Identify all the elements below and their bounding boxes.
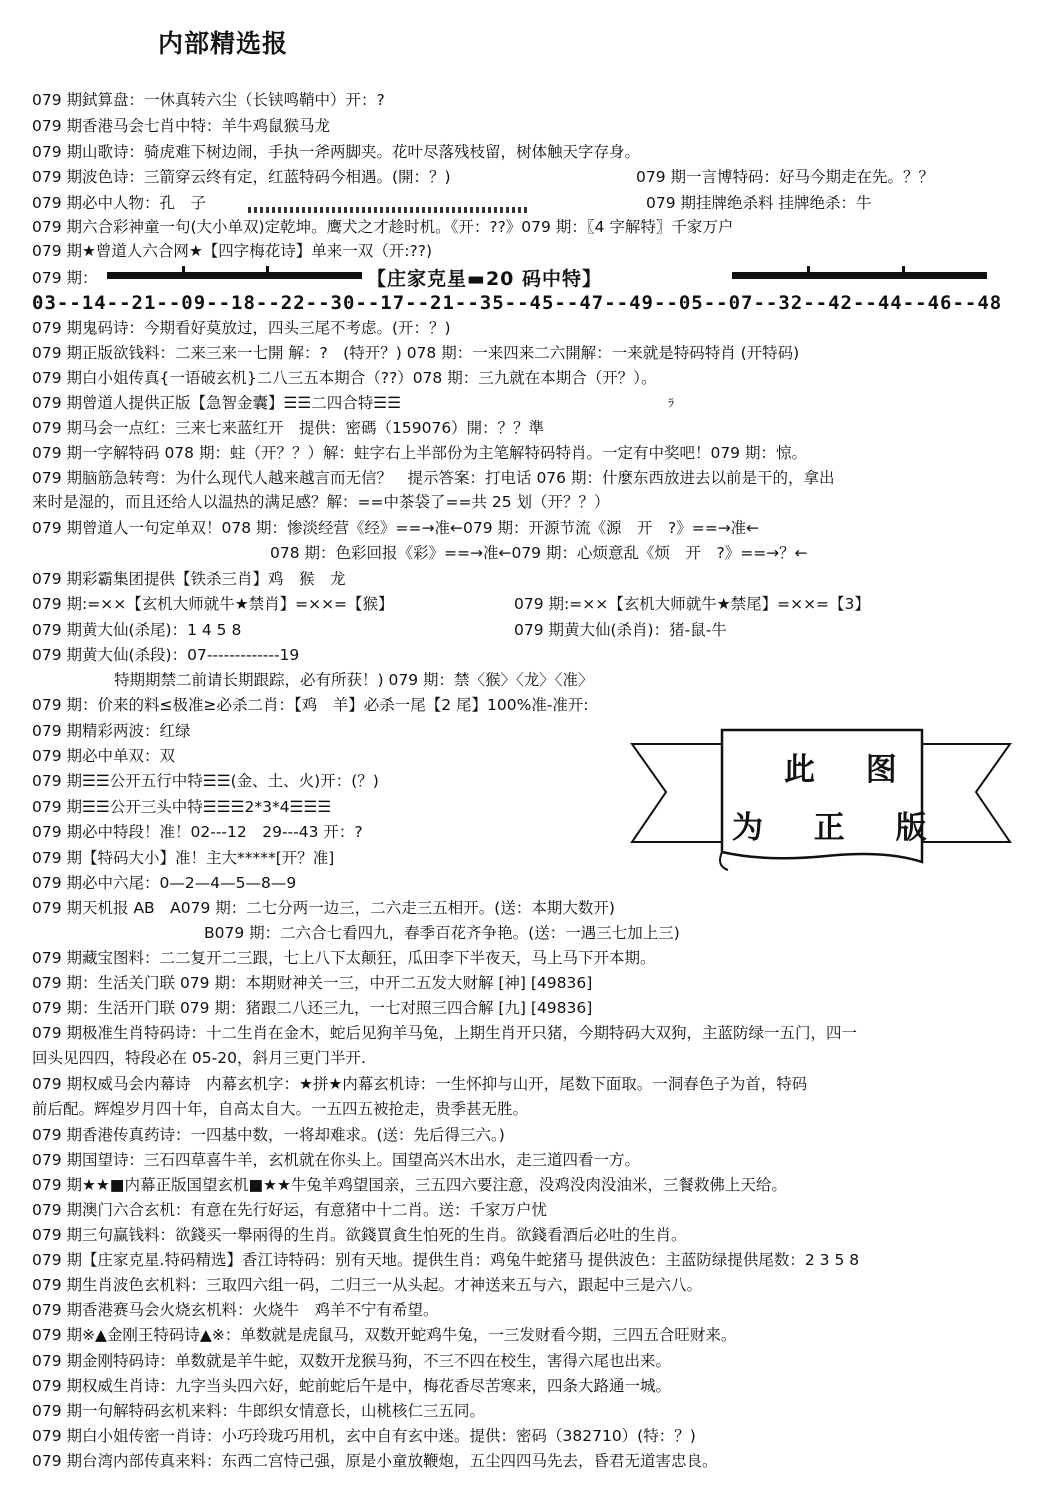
divider — [902, 266, 905, 274]
text-line: 079 期：生活关门联 079 期：本期财神关一三，中开二五发大财解 [神] [49836] — [32, 974, 593, 992]
text-line: 079 期黄大仙(杀段)：07-------------19 — [32, 646, 300, 664]
text-line: 079 期必中六尾：0—2—4—5—8—9 — [32, 874, 297, 892]
text-line: 079 期鉽算盘：一休真转六尘（长铗鸣鞘中）开：? — [32, 91, 385, 109]
text-line: 079 期一字解特码 078 期：蛀（开？？）解：蛀字右上半部份为主笔解特码特肖。一定有中奖吧！079 期：惊。 — [32, 444, 807, 462]
text-line: 079 期权威生肖诗：九字当头四六好，蛇前蛇后午是中，梅花香尽苦寒来，四条大路通一城。 — [32, 1377, 672, 1395]
banner-line-2: 为 正 版 — [732, 810, 947, 846]
text-line: 079 期※▲金刚王特码诗▲※：单数就是虎鼠马，双数开蛇鸡牛兔，一三发财看今期，三四五合旺财来。 — [32, 1326, 737, 1344]
divider — [107, 272, 362, 279]
text-line: 079 期☰☰公开三头中特☰☰☰2*3*4☰☰☰ — [32, 798, 332, 816]
text-line: 079 期挂牌绝杀料 挂牌绝杀：牛 — [646, 194, 872, 212]
text-line: 079 期香港赛马会火烧玄机料：火烧牛 鸡羊不宁有希望。 — [32, 1301, 439, 1319]
text-line: 前后配。辉煌岁月四十年，自高太自大。一五四五被抢走，贵季甚无胜。 — [32, 1100, 529, 1118]
text-line: 079 期:=××【玄机大师就牛★禁尾】=××=【3】 — [514, 595, 870, 613]
divider — [266, 266, 269, 274]
text-line: 079 期香港传真药诗：一四基中数，一将却难求。(送：先后得三六。) — [32, 1126, 505, 1144]
text-line: 079 期★★■内幕正版国望玄机■★★牛兔羊鸡望国亲，三五四六要注意，没鸡没肉没油米，三餐救佛上天给。 — [32, 1176, 787, 1194]
text-line: 079 期白小姐传密一肖诗：小巧玲珑巧用机，玄中自有玄中迷。提供：密码（382710）(特：？) — [32, 1427, 696, 1445]
text-line: B079 期：二六合七看四九，春季百花齐争艳。(送：一遇三七加上三) — [204, 924, 680, 942]
twenty-code-banner — [32, 264, 992, 288]
text-line: 079 期★曾道人六合网★【四字梅花诗】单来一双（开:??) — [32, 242, 433, 260]
text-line: 079 期曾道人一句定单双！078 期：惨淡经营《经》==→准←079 期：开源节流《源 开 ?》==→准← — [32, 519, 760, 537]
text-line: 079 期【特码大小】准！主大*****[开？准] — [32, 849, 335, 867]
page-title: 内部精选报 — [158, 29, 289, 58]
divider — [807, 266, 810, 274]
text-line: 079 期台湾内部传真来料：东西二宫恃己强，原是小童放鞭炮，五尘四四马先去，昏君无道害忠良。 — [32, 1452, 718, 1470]
text-line: 079 期：价来的料≤极准≥必杀二肖：【鸡 羊】必杀一尾【2 尾】100%准-准开: — [32, 696, 589, 714]
text-line: 079 期☰☰公开五行中特☰☰(金、土、火)开：(？) — [32, 772, 379, 790]
text-line: 079 期鬼码诗：今期看好莫放过，四头三尾不考虑。(开：？) — [32, 319, 451, 337]
text-line: 079 期精彩两波：红绿 — [32, 722, 191, 740]
divider — [182, 266, 185, 274]
text-line: 079 期澳门六合玄机：有意在先行好运，有意猪中十二肖。送：千家万户忧 — [32, 1201, 548, 1219]
text-line: 079 期正版欲钱料：二来三来一七開 解：? (特开？) 078 期：一来四来二六開解：一来就是特码特肖 (开特码) — [32, 344, 800, 362]
text-line: 079 期生肖波色玄机料：三取四六组一码，二归三一从头起。才神送来五与六，跟起中三是六八。 — [32, 1276, 703, 1294]
text-line: 079 期必中单双：双 — [32, 747, 176, 765]
number-row: 03--14--21--09--18--22--30--17--21--35--45--47--49--05--07--32--42--44--46--48 — [32, 292, 1003, 314]
authentic-version-banner — [626, 722, 1016, 872]
text-line: 079 期脑筋急转弯：为什么现代人越来越言而无信？ 提示答案：打电话 076 期：什麼东西放进去以前是干的，拿出 — [32, 469, 835, 487]
text-line: 078 期：色彩回报《彩》==→准←079 期：心烦意乱《烦 开 ?》==→？← — [270, 544, 808, 562]
twenty-code-title: 【庄家克星▬20 码中特】 — [367, 268, 603, 290]
text-line: 回头见四四，特段必在 05-20，斜月三更门半开. — [32, 1049, 366, 1067]
text-line: 079 期一句解特码玄机来料：牛郎织女情意长，山桃核仁三五同。 — [32, 1402, 486, 1420]
text-line: 特期期禁二前请长期跟踪，必有所获！) 079 期：禁〈猴〉〈龙〉〈准〉 — [114, 671, 594, 689]
text-line: 来时是湿的，而且还给人以温热的满足感？解：==中茶袋了==共 25 划（开？？） — [32, 493, 610, 511]
text-line: 079 期一言博特码：好马今期走在先。？？ — [636, 168, 935, 186]
text-line: 079 期波色诗：三箭穿云终有定，红蓝特码今相遇。(開：？) — [32, 168, 451, 186]
text-line: 079 期国望诗：三石四草喜牛羊，玄机就在你头上。国望高兴木出水，走三道四看一方。 — [32, 1151, 641, 1169]
text-line: 079 期必中特段！准！02---12 29---43 开：? — [32, 823, 363, 841]
text-line: 079 期三句赢钱料：欲錢买一舉兩得的生肖。欲錢買貪生怕死的生肖。欲錢看酒后必吐的生肖。 — [32, 1226, 687, 1244]
text-line: 079 期山歌诗：骑虎难下树边闹，手执一斧两脚夹。花叶尽落残枝留，树体触天字存身。 — [32, 143, 641, 161]
text-line: 079 期香港马会七肖中特：羊牛鸡鼠猴马龙 — [32, 117, 331, 135]
text-line: 079 期： — [32, 269, 98, 287]
obscured-text — [248, 207, 528, 213]
banner-line-1: 此 图 — [784, 752, 917, 788]
stray-mark: ﾗ — [668, 396, 675, 410]
text-line: 079 期马会一点红：三来七来蓝红开 提供：密碼（159076）開：？？準 — [32, 419, 545, 437]
divider — [732, 272, 987, 279]
text-line: 079 期黄大仙(杀尾)：1 4 5 8 — [32, 621, 242, 639]
text-line: 079 期彩霸集团提供【铁杀三肖】鸡 猴 龙 — [32, 570, 346, 588]
text-line: 079 期曾道人提供正版【急智金囊】☰☰二四合特☰☰ — [32, 394, 402, 412]
text-line: 079 期极准生肖特码诗：十二生肖在金木，蛇后见狗羊马兔，上期生肖开只猪，今期特码大双狗，主蓝防绿一五门，四一 — [32, 1024, 858, 1042]
text-line: 079 期：生活开门联 079 期：猪跟二八还三九，一七对照三四合解 [九] [49836] — [32, 999, 593, 1017]
text-line: 079 期藏宝图料：二二复开二三跟，七上八下太颠狂，瓜田李下半夜天，马上马下开本期。 — [32, 949, 656, 967]
text-line: 079 期金刚特码诗：单数就是羊牛蛇，双数开龙猴马狗，不三不四在校生，害得六尾也出来。 — [32, 1352, 672, 1370]
text-line: 079 期六合彩神童一句(大小单双)定乾坤。鹰犬之才趁时机。《开：??》079 期：〖4 字解特〗千家万户 — [32, 218, 734, 236]
text-line: 079 期权威马会内幕诗 内幕玄机字：★拼★内幕玄机诗：一生怀抑与山开，尾数下面取。一洞春色子为首，特码 — [32, 1075, 808, 1093]
text-line: 079 期黄大仙(杀肖)：猪-鼠-牛 — [514, 621, 727, 639]
text-line: 079 期:=××【玄机大师就牛★禁肖】=××=【猴】 — [32, 595, 394, 613]
text-line: 079 期必中人物：孔 子 — [32, 194, 207, 212]
text-line: 079 期天机报 AB A079 期：二七分两一边三，二六走三五相开。(送：本期大数开) — [32, 899, 615, 917]
text-line: 079 期【庄家克星.特码精选】香江诗特码：别有天地。提供生肖：鸡兔牛蛇猪马 提供波色：主蓝防绿提供尾数：2 3 5 8 — [32, 1251, 860, 1269]
text-line: 079 期白小姐传真{一语破玄机}二八三五本期合（??）078 期：三九就在本期合（开？）。 — [32, 369, 657, 387]
